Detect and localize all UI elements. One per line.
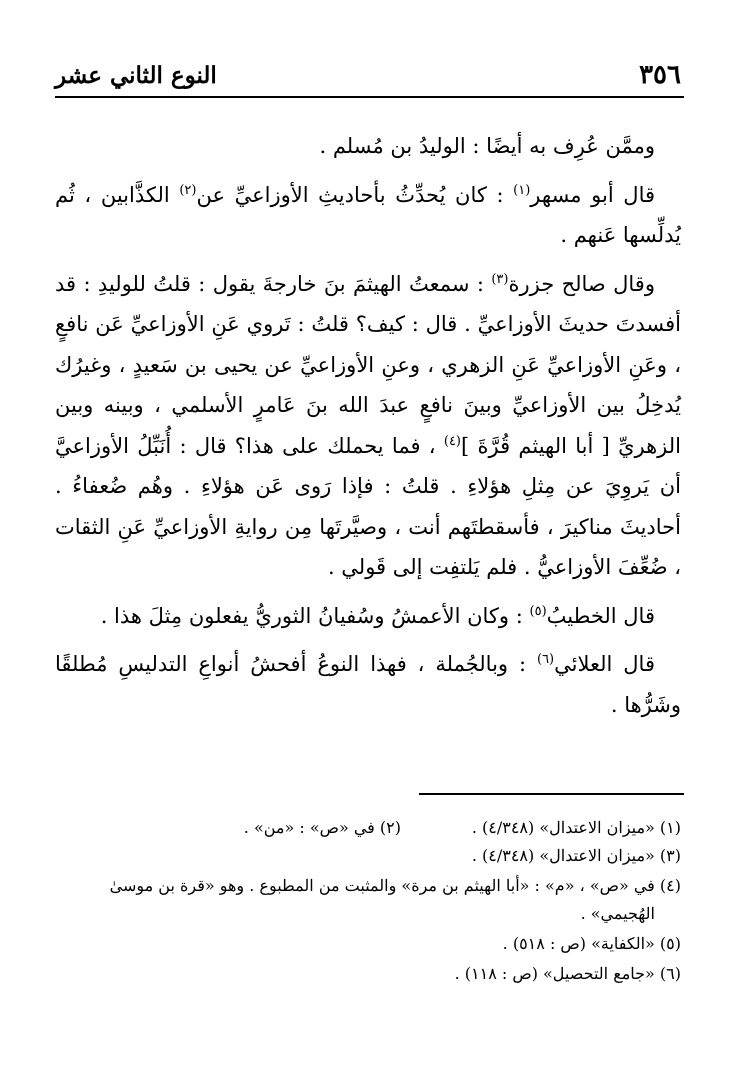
paragraph xyxy=(55,175,681,256)
footnote-ref: (٢) xyxy=(179,182,197,198)
paragraph xyxy=(55,264,681,588)
footnote-ref: (٤) xyxy=(443,433,461,449)
footnote-ref: (٦) xyxy=(536,652,555,667)
footnote-3: (٣) «ميزان الاعتدال» (٤/٣٤٨) . xyxy=(471,846,681,865)
paragraph-text: وممَّن عُرِف به أيضًا : الوليدُ بن مُسلم . xyxy=(319,134,655,158)
paragraph-text: : وبالجُملة ، فهذا النوعُ أفحشُ أنواعِ التدليسِ مُطلقًا وشَرُّها . xyxy=(55,652,681,717)
paragraph-text: ، فما يحملك على هذا؟ قال : أُنَبِّلُ الأوزاعيَّ أن يَروِيَ عن مِثلِ هؤلاءِ . قلتُ : فإذا رَوى عَن هؤلاءِ . وهُم ضُعفاءُ . أحاديثَ مناكيرَ ، فأسقطتَهم أنت ، وصيَّرتَها مِن روايةِ الأوزاعيِّ عَنِ الثقات ، ضُعِّفَ الأوزاعيُّ . فلم يَلتفِت إلى قَولي . xyxy=(55,433,681,579)
paragraph-text: : كان يُحدِّثُ بأحاديثِ الأوزاعيِّ عن xyxy=(196,182,514,207)
running-title: النوع الثاني عشر xyxy=(55,62,217,89)
footnote-separator xyxy=(419,793,684,795)
footnotes xyxy=(55,814,681,990)
paragraph-text: : وكان الأعمشُ وسُفيانُ الثوريُّ يفعلون مِثلَ هذا . xyxy=(100,603,530,628)
page-header xyxy=(55,58,681,94)
main-text xyxy=(55,126,681,733)
header-rule xyxy=(55,96,684,98)
paragraph-text: قال العلائي xyxy=(554,652,655,676)
footnote-2: (٢) في «ص» : «من» . xyxy=(243,818,401,837)
footnote-1: (١) «ميزان الاعتدال» (٤/٣٤٨) . xyxy=(471,818,681,837)
footnote-ref: (٣) xyxy=(491,271,509,287)
footnote-6: (٦) «جامع التحصيل» (ص : ١١٨) . xyxy=(454,964,681,983)
footnote-ref: (٥) xyxy=(529,603,547,619)
paragraph xyxy=(55,644,681,725)
footnote-ref: (١) xyxy=(513,182,531,198)
paragraph-text: قال الخطيبُ xyxy=(546,603,655,628)
paragraph-text: قال أبو مسهر xyxy=(530,182,655,207)
footnote-row xyxy=(55,814,681,842)
paragraph-text: وقال صالح جزرة xyxy=(508,271,655,296)
footnote-5: (٥) «الكفاية» (ص : ٥١٨) . xyxy=(502,934,681,953)
paragraph xyxy=(55,596,681,637)
paragraph-text: : سمعتُ الهيثمَ بنَ خارجةَ يقول : قلتُ للوليدِ : قد أفسدتَ حديثَ الأوزاعيِّ . قال : كيف؟ قلتُ : تَروي عَنِ الأوزاعيِّ عَن نافعٍ ، وعَنِ الأوزاعيِّ عَنِ الزهري ، وعنِ الأوزاعيِّ عن يحيى بن سَعيدٍ ، وغيرُك يُدخِلُ بين الأوزاعيِّ وبينَ نافعٍ عبدَ الله بنَ عَامرٍ الأسلمي ، وبينه وبين الزهريِّ [ أبا الهيثم قُرَّةَ ] xyxy=(55,271,682,458)
page-number: ٣٥٦ xyxy=(639,60,681,90)
paragraph xyxy=(55,126,681,167)
paragraph-text: الكذَّابين ، ثُم يُدلِّسها عَنهم . xyxy=(55,182,681,247)
footnote-4: (٤) في «ص» ، «م» : «أبا الهيثم بن مرة» والمثبت من المطبوع . وهو «قرة بن موسىٰ الهُجيمي» . xyxy=(109,876,681,923)
